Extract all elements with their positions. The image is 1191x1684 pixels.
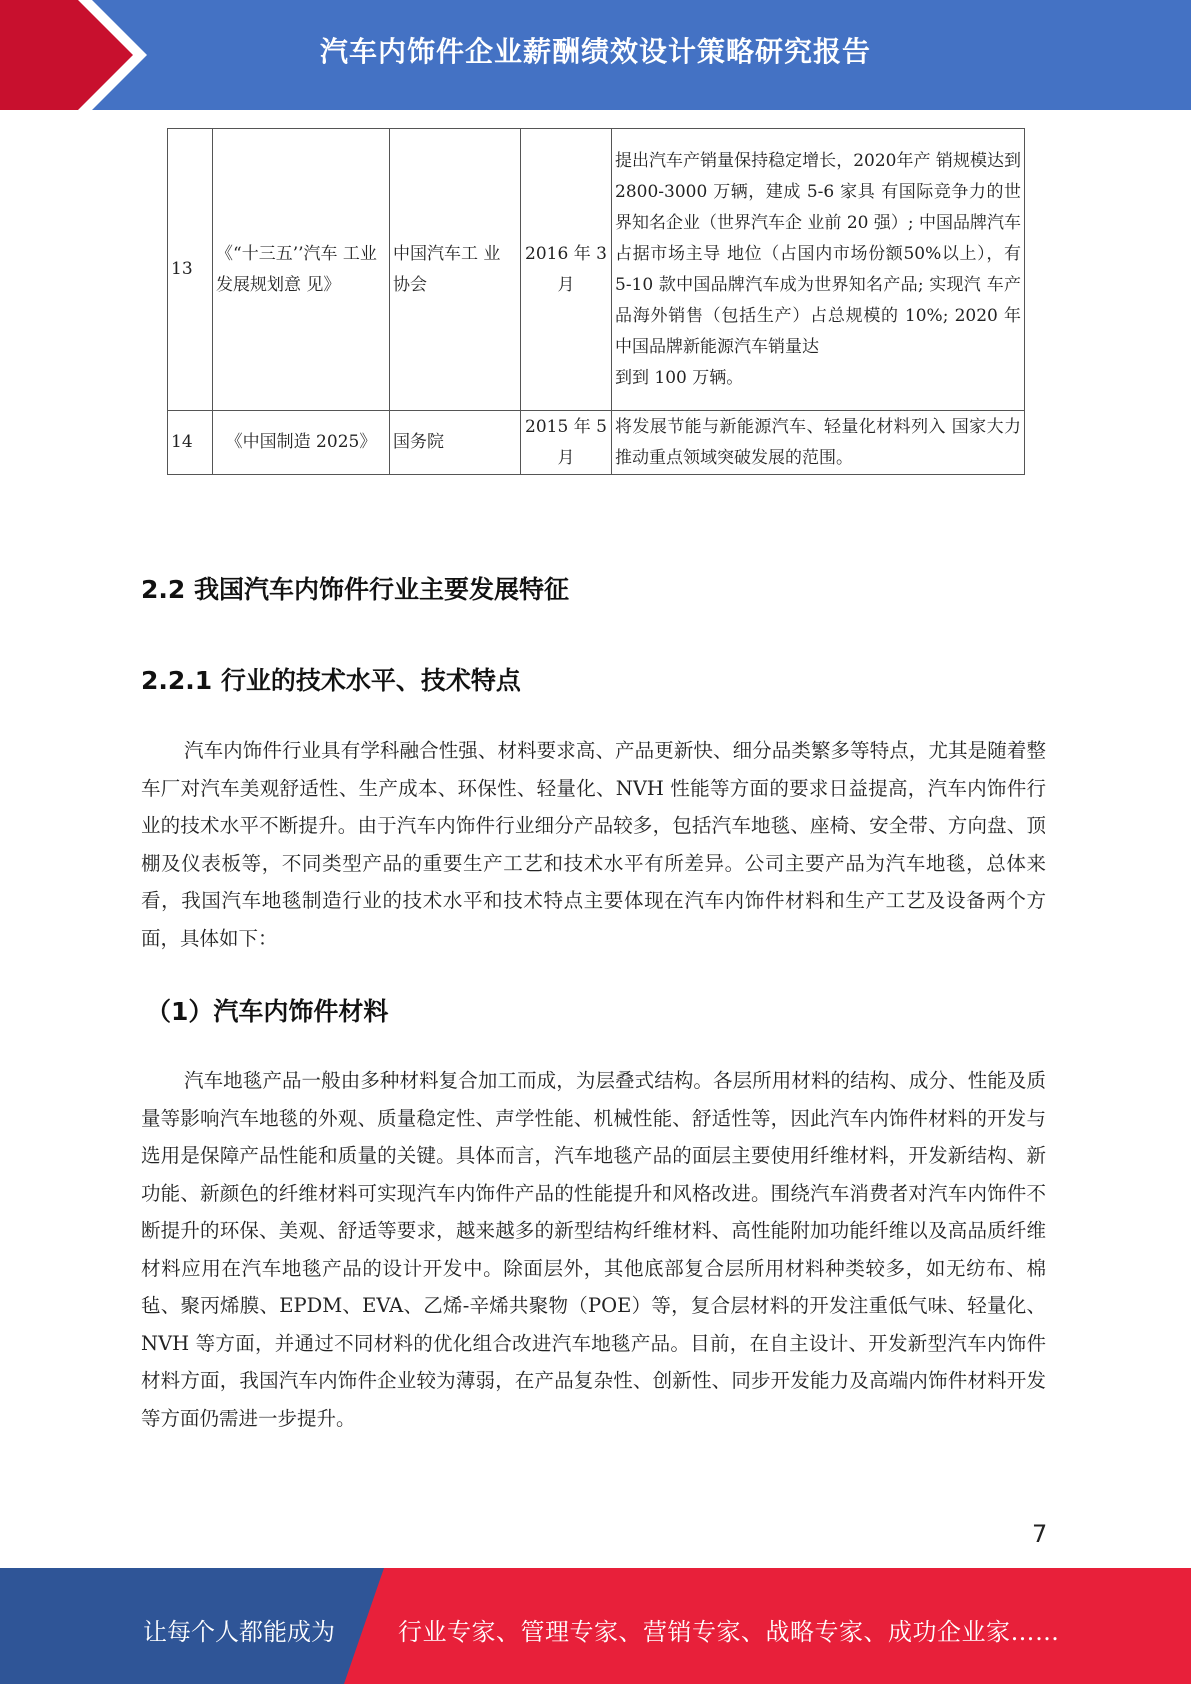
policy-table bbox=[167, 128, 1025, 475]
row-number: 14 bbox=[168, 411, 213, 475]
page-header bbox=[0, 0, 1191, 110]
page-footer bbox=[0, 1568, 1191, 1684]
footer-slogan-left: 让每个人都能成为 bbox=[143, 1618, 335, 1646]
issuing-body: 中国汽车工 业协会 bbox=[390, 129, 521, 411]
page-number: 7 bbox=[1032, 1520, 1048, 1548]
policy-name: 《中国制造 2025》 bbox=[213, 411, 390, 475]
policy-content: 将发展节能与新能源汽车、轻量化材料列入 国家大力推动重点领域突破发展的范围。 bbox=[612, 411, 1025, 475]
subsection-heading: 2.2.1 行业的技术水平、技术特点 bbox=[141, 666, 521, 695]
policy-content bbox=[612, 129, 1025, 411]
policy-content-text: 提出汽车产销量保持稳定增长，2020年产 销规模达到 2800-3000 万辆，建成 5-6 家具 有国际竞争力的世界知名企业（世界汽车企 业前 20 强）; 中国品牌汽车占据市场主导 地位（占国内市场份额50%以上），有 5-10 款中国品牌汽车成为世界知名产品; 实现汽 车产品海外销售（包括生产）占总规模的 10%; 2020 年中国品牌新能源汽车销量达 bbox=[615, 150, 1021, 357]
issue-date: 2015 年 5 月 bbox=[521, 411, 612, 475]
footer-slogan-right: 行业专家、管理专家、营销专家、战略专家、成功企业家…… bbox=[398, 1618, 1060, 1646]
body-paragraph: 汽车内饰件行业具有学科融合性强、材料要求高、产品更新快、细分品类繁多等特点，尤其是随着整车厂对汽车美观舒适性、生产成本、环保性、轻量化、NVH 性能等方面的要求日益提高，汽车内饰件行业的技术水平不断提升。由于汽车内饰件行业细分产品较多，包括汽车地毯、座椅、安全带、方向盘、顶棚及仪表板等，不同类型产品的重要生产工艺和技术水平有所差异。公司主要产品为汽车地毯，总体来看，我国汽车地毯制造行业的技术水平和技术特点主要体现在汽车内饰件材料和生产工艺及设备两个方面，具体如下： bbox=[141, 739, 1046, 950]
issue-date: 2016 年 3 月 bbox=[521, 129, 612, 411]
policy-name: 《“十三五’’汽车 工业发展规划意 见》 bbox=[213, 129, 390, 411]
body-paragraph: 汽车地毯产品一般由多种材料复合加工而成，为层叠式结构。各层所用材料的结构、成分、性能及质量等影响汽车地毯的外观、质量稳定性、声学性能、机械性能、舒适性等，因此汽车内饰件材料的开发与选用是保障产品性能和质量的关键。具体而言，汽车地毯产品的面层主要使用纤维材料，开发新结构、新功能、新颜色的纤维材料可实现汽车内饰件产品的性能提升和风格改进。围绕汽车消费者对汽车内饰件不断提升的环保、美观、舒适等要求，越来越多的新型结构纤维材料、高性能附加功能纤维以及高品质纤维材料应用在汽车地毯产品的设计开发中。除面层外，其他底部复合层所用材料种类较多，如无纺布、棉毡、聚丙烯膜、EPDM、EVA、乙烯-辛烯共聚物（POE）等，复合层材料的开发注重低气味、轻量化、NVH 等方面，并通过不同材料的优化组合改进汽车地毯产品。目前，在自主设计、开发新型汽车内饰件材料方面，我国汽车内饰件企业较为薄弱，在产品复杂性、创新性、同步开发能力及高端内饰件材料开发等方面仍需进一步提升。 bbox=[141, 1069, 1046, 1430]
table-row bbox=[168, 411, 1025, 475]
subsection-heading: （1）汽车内饰件材料 bbox=[146, 997, 389, 1026]
issuing-body: 国务院 bbox=[390, 411, 521, 475]
row-number: 13 bbox=[168, 129, 213, 411]
policy-content-tail: 到到 100 万辆。 bbox=[615, 367, 744, 388]
table-row bbox=[168, 129, 1025, 411]
section-heading: 2.2 我国汽车内饰件行业主要发展特征 bbox=[141, 575, 569, 604]
report-title: 汽车内饰件企业薪酬绩效设计策略研究报告 bbox=[319, 35, 871, 68]
